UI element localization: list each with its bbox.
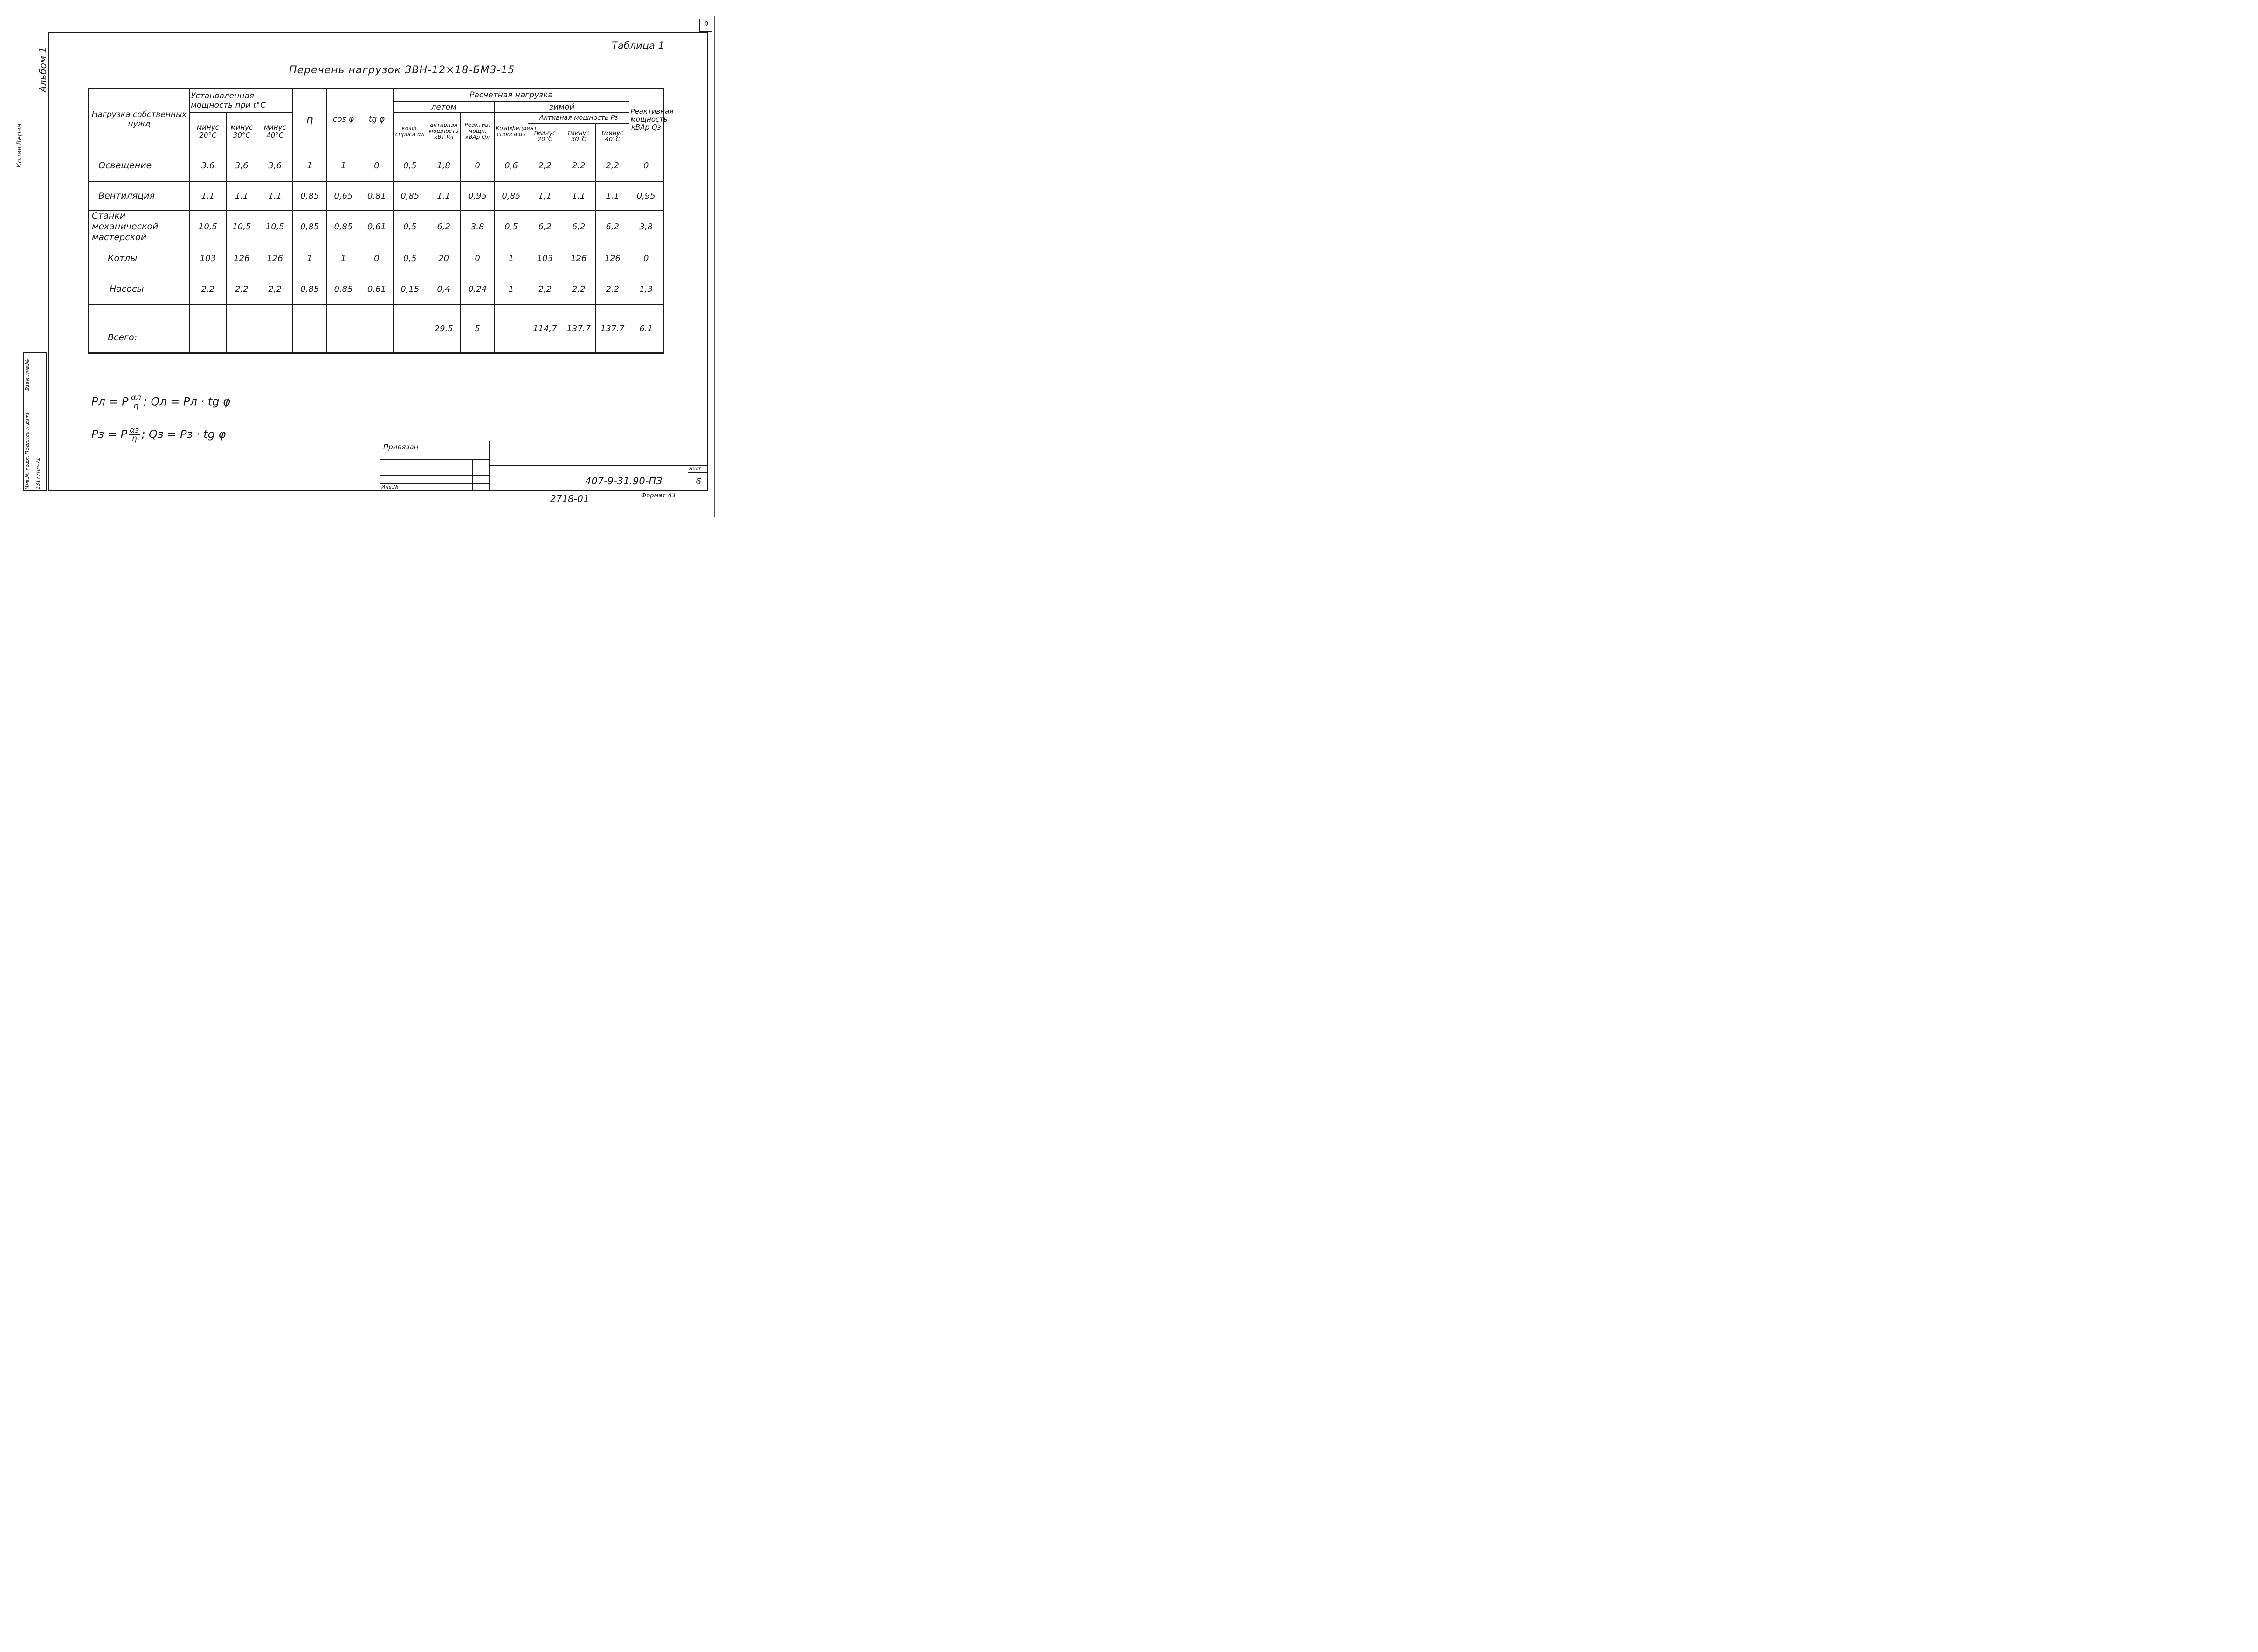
table-cell: 2,2 (562, 274, 595, 305)
table-row (89, 150, 663, 182)
table-cell (494, 305, 528, 353)
binding-vline (472, 459, 473, 491)
total-label: Всего: (89, 305, 190, 353)
table-cell: 137.7 (595, 305, 629, 353)
formula-summer-left: Рл = Р (91, 395, 129, 408)
table-cell: 20 (427, 243, 460, 274)
table-cell: 0.85 (326, 274, 360, 305)
table-cell (326, 305, 360, 353)
table-cell: 0,85 (293, 274, 326, 305)
table-cell: 2.2 (562, 150, 595, 182)
table-cell: 1.1 (226, 182, 257, 211)
table-cell: 0 (629, 243, 663, 274)
table-cell: 114,7 (528, 305, 562, 353)
header-winter-active: Активная мощность Рз (528, 113, 629, 124)
table-cell: 1.1 (427, 182, 460, 211)
header-inst-30: минус 30°C (226, 113, 257, 150)
table-cell: 1 (494, 274, 528, 305)
title-block-line (688, 472, 708, 473)
header-summer-demand: коэф. спроса αл (393, 113, 427, 150)
table-cell: 3.8 (461, 211, 494, 243)
formula-summer-right: ; Qл = Рл · tg φ (143, 395, 230, 408)
table-cell: 0,5 (393, 211, 427, 243)
header-load: Нагрузка собственных нужд (89, 89, 190, 150)
formula-winter-left: Рз = Р (91, 427, 128, 441)
table-cell: 1.1 (595, 182, 629, 211)
table-cell: 126 (595, 243, 629, 274)
sheet-number: 6 (696, 476, 702, 487)
formula-summer (91, 394, 230, 410)
table-cell: 29.5 (427, 305, 460, 353)
table-cell (293, 305, 326, 353)
page-title: Перечень нагрузок ЗВН-12×18-БМ3-15 (289, 64, 515, 76)
formula-summer-den: η (133, 401, 139, 411)
table-cell: 126 (562, 243, 595, 274)
table-cell: 126 (257, 243, 293, 274)
cut-line-right (714, 16, 715, 517)
table-row (89, 243, 663, 274)
table-cell: 0,5 (393, 243, 427, 274)
table-cell: 2,2 (528, 150, 562, 182)
table-cell: 2,2 (226, 274, 257, 305)
formula-winter-right: ; Qз = Рз · tg φ (141, 427, 226, 441)
table-cell: 6,2 (595, 211, 629, 243)
table-cell: 3,8 (629, 211, 663, 243)
table-cell: 1.1 (562, 182, 595, 211)
header-winter-demand: Коэффициент спроса αз (494, 113, 528, 150)
document-code: 407-9-31.90-ПЗ (585, 475, 663, 487)
page-number: 9 (699, 19, 712, 32)
table-row-total (89, 305, 663, 353)
header-summer: летом (393, 102, 494, 113)
copy-note: Копия Верна (16, 124, 23, 168)
table-cell: 0,85 (393, 182, 427, 211)
table-cell: 10,5 (257, 211, 293, 243)
row-name: Котлы (89, 243, 190, 274)
table-cell: 0,24 (461, 274, 494, 305)
table-cell: 0,81 (360, 182, 393, 211)
table-cell: 0,65 (326, 182, 360, 211)
table-cell: 1 (293, 243, 326, 274)
bottom-code: 2718-01 (550, 493, 589, 504)
stamp-replace-inv: Взам.инв.№ (24, 359, 30, 391)
table-cell: 2,2 (528, 274, 562, 305)
row-name: Освещение (89, 150, 190, 182)
table-cell: 2,2 (595, 150, 629, 182)
table-reference: Таблица 1 (612, 40, 664, 51)
header-calc-load: Расчетная нагрузка (393, 89, 629, 102)
header-inst-40: минус 40°C (257, 113, 293, 150)
header-eta: η (293, 89, 326, 150)
table-cell: 103 (190, 243, 226, 274)
table-cell (360, 305, 393, 353)
header-winter-30: tминус 30°C (562, 124, 596, 150)
table-cell: 1 (326, 150, 360, 182)
row-name: Насосы (89, 274, 190, 305)
stamp-inv-value: 13177пм-71 (35, 457, 41, 489)
table-cell: 0 (360, 150, 393, 182)
table-cell: 2,2 (257, 274, 293, 305)
table-cell: 2,2 (190, 274, 226, 305)
table-cell: 6,2 (528, 211, 562, 243)
table-row (89, 182, 663, 211)
table-cell: 10,5 (190, 211, 226, 243)
table-cell: 2.2 (595, 274, 629, 305)
table-cell: 3,6 (226, 150, 257, 182)
loads-table (88, 88, 674, 354)
table-cell: 126 (226, 243, 257, 274)
formula-winter-den: η (131, 434, 137, 443)
album-label: Альбом 1 (37, 47, 48, 92)
table-cell: 0 (461, 243, 494, 274)
table-cell: 10,5 (226, 211, 257, 243)
table-cell: 0,5 (393, 150, 427, 182)
table-cell: 3,6 (257, 150, 293, 182)
stamp-sign-date: Подпись и дата (24, 412, 30, 454)
formula-winter (91, 427, 226, 443)
table-cell: 0,61 (360, 274, 393, 305)
table-row (89, 211, 663, 243)
table-cell: 6,2 (427, 211, 460, 243)
table-cell: 137.7 (562, 305, 595, 353)
table-cell: 0,61 (360, 211, 393, 243)
table-cell: 6.1 (629, 305, 663, 353)
header-reactive: Реактивная мощность кВАр Qз (629, 89, 663, 150)
stamp-inv-original: Инв.№ подл. (24, 455, 30, 489)
header-winter-active-group (528, 113, 629, 150)
table-cell (190, 305, 226, 353)
header-installed-power: Установленная мощность при t°C (190, 89, 293, 113)
table-cell: 5 (461, 305, 494, 353)
table-cell: 103 (528, 243, 562, 274)
binding-label: Привязан (383, 443, 419, 451)
table-cell: 1.1 (257, 182, 293, 211)
title-block-line (490, 465, 708, 466)
table-cell: 0 (360, 243, 393, 274)
sheet-label: Лист (689, 466, 701, 471)
table-cell: 0,85 (494, 182, 528, 211)
formula-summer-fraction (130, 394, 142, 410)
table-cell: 0,15 (393, 274, 427, 305)
table-cell: 1.1 (190, 182, 226, 211)
table-cell: 0 (461, 150, 494, 182)
table-cell: 1 (494, 243, 528, 274)
table-cell: 0,6 (494, 150, 528, 182)
header-winter: зимой (494, 102, 629, 113)
table-cell: 1 (326, 243, 360, 274)
table-row (89, 274, 663, 305)
table-cell: 6,2 (562, 211, 595, 243)
header-winter-20: tминус 20°C (528, 124, 562, 150)
table-cell: 1,3 (629, 274, 663, 305)
table-cell: 0 (629, 150, 663, 182)
table-cell: 1 (293, 150, 326, 182)
header-winter-40: tминус 40°C (601, 130, 624, 143)
header-cos: cos φ (326, 89, 360, 150)
table-cell: 1,1 (528, 182, 562, 211)
header-inst-20: минус 20°C (190, 113, 226, 150)
table-cell: 0,4 (427, 274, 460, 305)
table-cell: 0,85 (326, 211, 360, 243)
table-cell: 3.6 (190, 150, 226, 182)
formula-winter-fraction (129, 427, 140, 443)
row-name: Станки механической мастерской (89, 211, 190, 243)
row-name: Вентиляция (89, 182, 190, 211)
binding-line (380, 475, 490, 476)
binding-line (380, 459, 490, 460)
table-cell (226, 305, 257, 353)
formula-winter-num: αз (130, 426, 139, 435)
table-cell: 0,5 (494, 211, 528, 243)
format-label: Формат А3 (641, 492, 676, 499)
table-cell: 0,95 (629, 182, 663, 211)
header-summer-reactive: Реактив. мощн. кВАр Qл (461, 113, 494, 150)
table-cell: 0,95 (461, 182, 494, 211)
table-cell (393, 305, 427, 353)
table-cell: 1,8 (427, 150, 460, 182)
table-cell: 0,85 (293, 182, 326, 211)
header-tg: tg φ (360, 89, 393, 150)
formula-summer-num: αл (131, 393, 141, 402)
table-cell (257, 305, 293, 353)
header-summer-active: активная мощность кВт Рл (427, 113, 460, 150)
table-cell: 0,85 (293, 211, 326, 243)
binding-inv: Инв.№ (381, 484, 399, 490)
